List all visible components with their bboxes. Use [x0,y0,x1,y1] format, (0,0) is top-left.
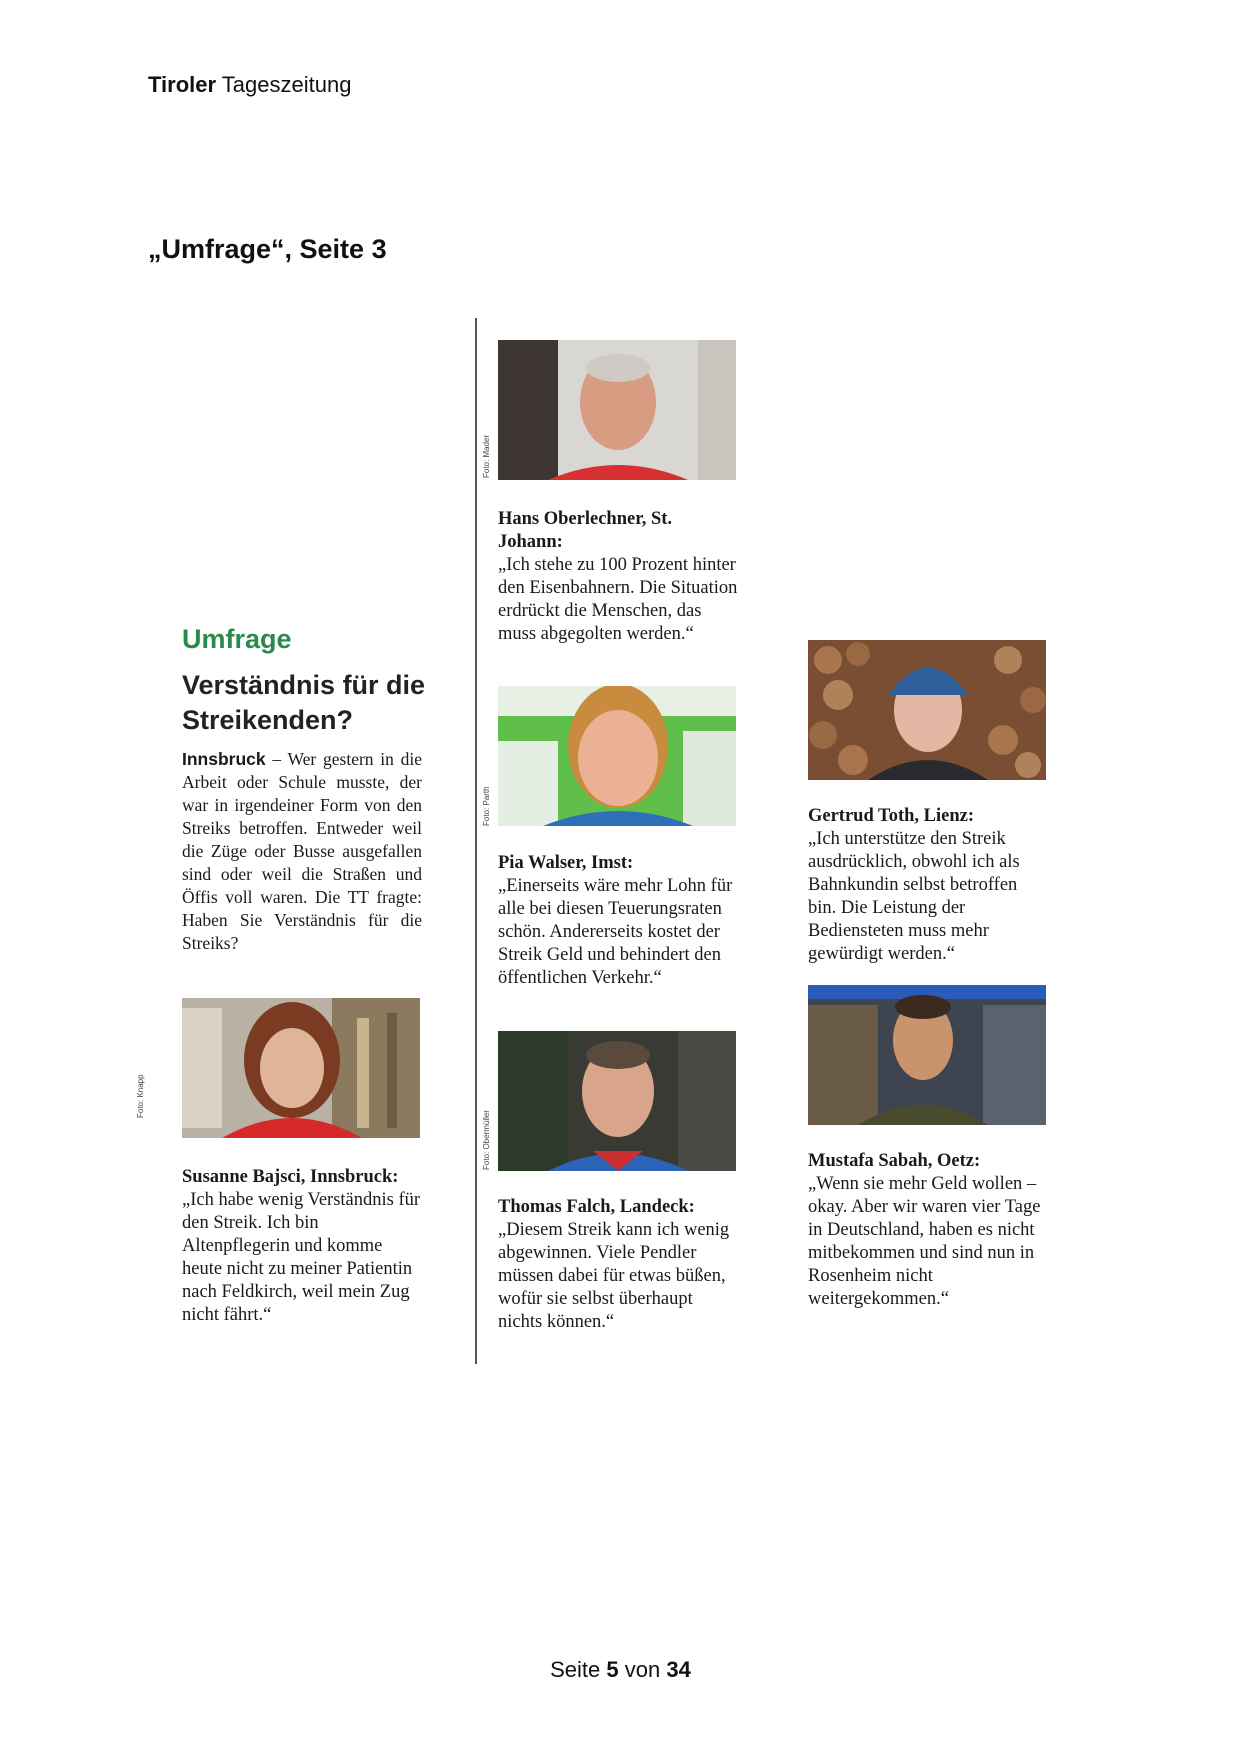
portrait-photo-pia [498,686,736,826]
photo-credit: Foto: Knapp [136,1074,145,1118]
article-intro [182,748,422,955]
portrait-photo-thomas [498,1031,736,1171]
dateline: Innsbruck [182,749,266,769]
respondent-quote: „Einerseits wäre mehr Lohn für alle bei diesen Teuerungsraten schön. Andererseits kostet der Streik Geld und behindert den öffentlichen Verkehr.“ [498,876,733,988]
respondent-name: Pia Walser, Imst: [498,853,634,873]
page-of: von [624,1657,661,1682]
article-headline: Verständnis für die Streikenden? [182,670,426,735]
respondent-quote: „Wenn sie mehr Geld wollen – okay. Aber wir waren vier Tage in Deutschland, haben es nicht mitbekommen und sind nun in Rosenheim nicht weitergekommen.“ [808,1174,1041,1309]
intro-text: – Wer gestern in die Arbeit oder Schule musste, der war in irgendeiner Form von den Streiks betroffen. Entweder weil die Züge oder Busse ausgefallen sind oder weil die Straßen und Öffis voll waren. Die TT fragte: Haben Sie Verständnis für die Streiks? [182,749,422,953]
section-kicker: Umfrage [182,624,292,654]
portrait-photo-mustafa [808,985,1046,1125]
brand-regular: Tageszeitung [221,72,352,97]
quote-thomas [498,1196,738,1334]
quote-mustafa [808,1150,1048,1311]
respondent-quote: „Diesem Streik kann ich wenig abgewinnen. Viele Pendler müssen dabei für etwas büßen, wofür sie selbst überhaupt nichts können.“ [498,1220,730,1332]
portrait-photo-hans [498,340,736,480]
portrait-photo-gertrud [808,640,1046,780]
document-title: „Umfrage“, Seite 3 [148,234,387,264]
quote-gertrud [808,805,1048,966]
total-pages: 34 [666,1657,691,1682]
respondent-quote: „Ich habe wenig Verständnis für den Streik. Ich bin Altenpflegerin und komme heute nicht zu meiner Patientin nach Feldkirch, weil mein Zug nicht fährt.“ [182,1190,421,1325]
photo-credit: Foto: Obermüller [482,1109,491,1170]
column-divider [475,318,477,1364]
page-prefix: Seite [550,1657,601,1682]
portrait-photo-susanne [182,998,420,1138]
respondent-name: Susanne Bajsci, Innsbruck: [182,1167,399,1187]
respondent-quote: „Ich unterstütze den Streik ausdrücklich, obwohl ich als Bahnkundin selbst betroffen bin. Die Leistung der Bediensteten muss mehr gewürdigt werden.“ [808,829,1020,964]
quote-pia [498,852,738,990]
respondent-name: Mustafa Sabah, Oetz: [808,1151,981,1171]
photo-credit: Foto: Mader [482,434,491,478]
quote-hans [498,508,738,646]
respondent-quote: „Ich stehe zu 100 Prozent hinter den Eisenbahnern. Die Situation erdrückt die Menschen, das muss abgegolten werden.“ [498,555,738,644]
newspaper-name [148,72,351,98]
respondent-name: Thomas Falch, Landeck: [498,1197,695,1217]
brand-bold: Tiroler [148,72,217,97]
page-number [0,1657,1241,1683]
newspaper-clipping [136,318,1088,1368]
photo-credit: Foto: Parth [482,786,491,826]
current-page: 5 [606,1657,619,1682]
respondent-name: Hans Oberlechner, St. Johann: [498,509,673,552]
respondent-name: Gertrud Toth, Lienz: [808,806,974,826]
quote-susanne [182,1166,422,1327]
